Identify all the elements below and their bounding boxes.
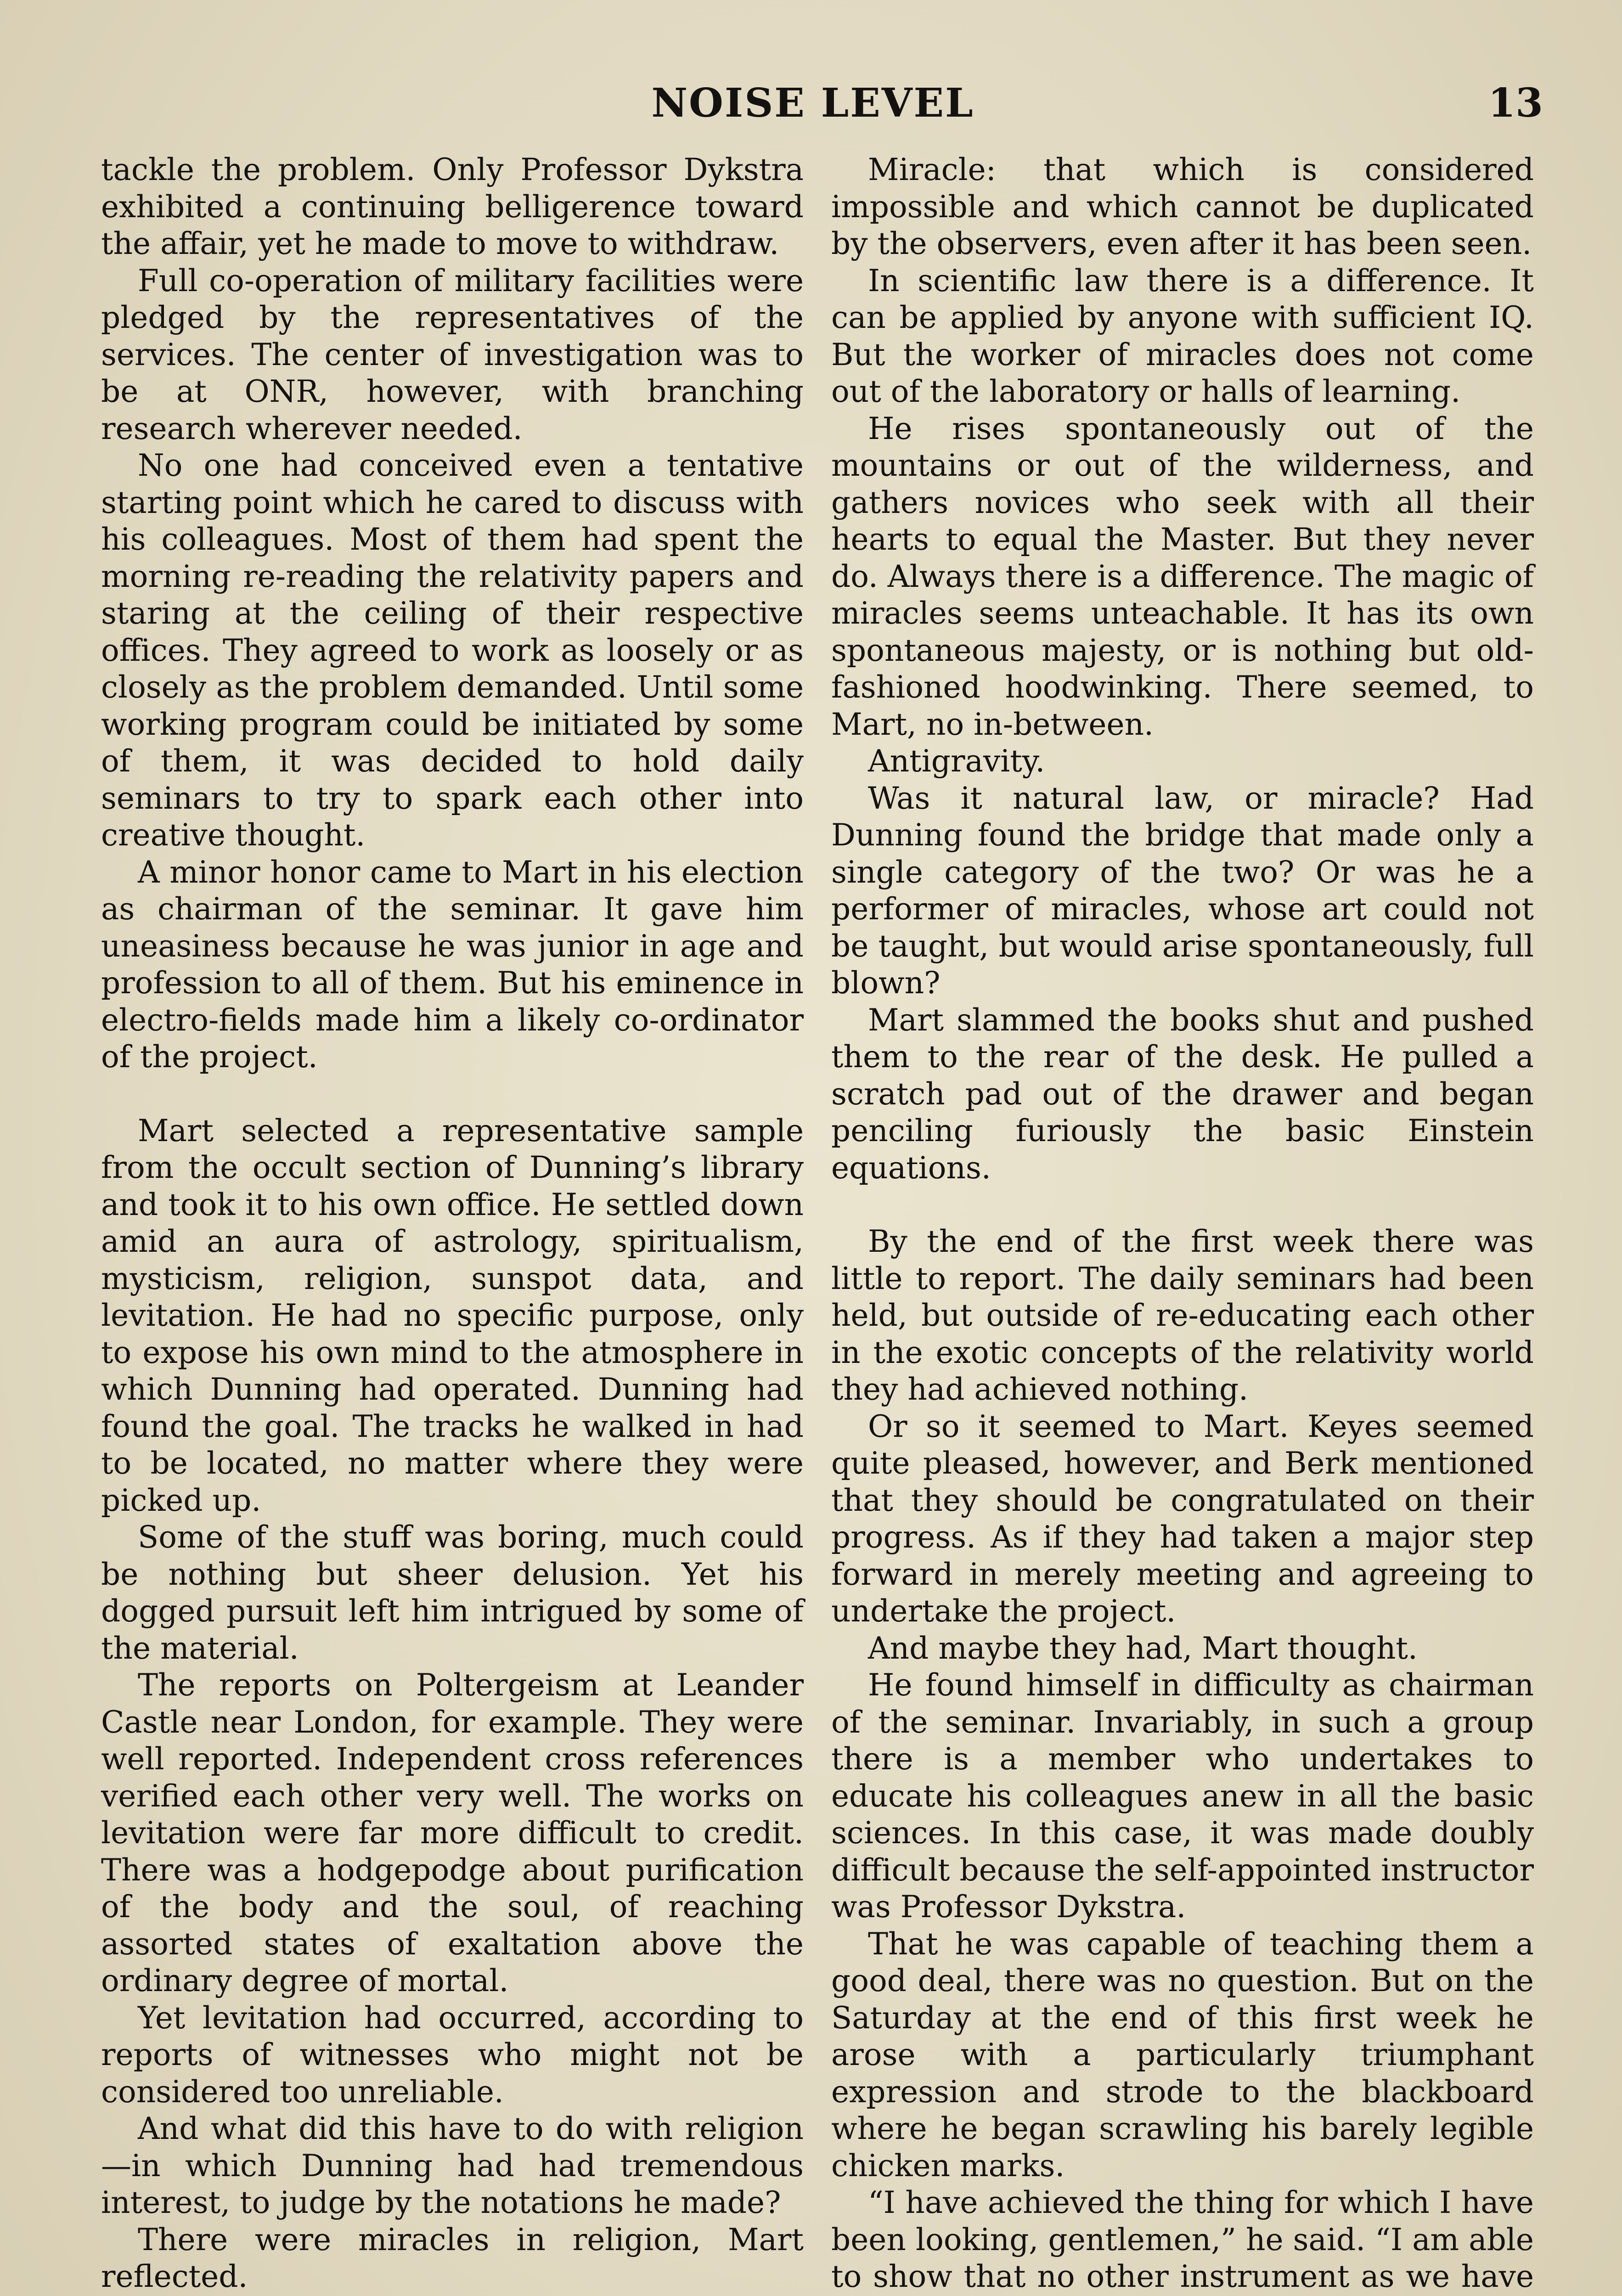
- running-title: NOISE LEVEL: [651, 80, 974, 126]
- paragraph: Or so it seemed to Mart. Keyes seemed quite pleased, however, and Berk mentioned that they should be congratulated on their progress. As if they had taken a major step forward in merely meeting and agreeing to undertake the project.: [831, 1408, 1534, 1629]
- paragraph: And what did this have to do with religion —in which Dunning had had tremendous interest, to judge by the notations he made?: [101, 2111, 804, 2220]
- paragraph: Was it natural law, or miracle? Had Dunning found the bridge that made only a single category of the two? Or was he a performer of miracles, whose art could not be taught, but would arise spontaneously, full blown?: [831, 780, 1534, 1001]
- paragraph: No one had conceived even a tentative starting point which he cared to discuss with his colleagues. Most of them had spent the morning re-reading the relativity papers and staring at the ceiling of their respective offices. They agreed to work as loosely or as closely as the problem demanded. Until some working program could be initiated by some of them, it was decided to hold daily seminars to try to spark each other into creative thought.: [101, 448, 804, 853]
- paragraph: He found himself in difficulty as chairman of the seminar. Invariably, in such a group there is a member who undertakes to educate his colleagues anew in all the basic sciences. In this case, it was made doubly difficult because the self-appointed instructor was Professor Dykstra.: [831, 1667, 1534, 1925]
- paragraph: Full co-operation of military facilities were pledged by the representatives of the services. The center of investigation was to be at ONR, however, with branching research wherever needed.: [101, 263, 804, 446]
- page-number: 13: [1488, 80, 1543, 126]
- paragraph: That he was capable of teaching them a good deal, there was no question. But on the Saturday at the end of this first week he arose with a particularly triumphant expression and strode to the blackboard where he began scrawling his barely legible chicken marks.: [831, 1926, 1534, 2183]
- paragraph: Mart slammed the books shut and pushed them to the rear of the desk. He pulled a scratch pad out of the drawer and began penciling furiously the basic Einstein equations.: [831, 1002, 1534, 1186]
- page-header: [0, 73, 1622, 133]
- paragraph: Mart selected a representative sample from the occult section of Dunning’s library and took it to his own office. He settled down amid an aura of astrology, spiritualism, mysticism, religion, sunspot data, and levitation. He had no specific purpose, only to expose his own mind to the atmosphere in which Dunning had operated. Dunning had found the goal. The tracks he walked in had to be located, no matter where they were picked up.: [101, 1113, 804, 1518]
- paragraph: tackle the problem. Only Professor Dykstra exhibited a continuing belligerence toward the affair, yet he made to move to withdraw.: [101, 152, 804, 261]
- paragraph: By the end of the first week there was little to report. The daily seminars had been held, but outside of re-educating each other in the exotic concepts of the relativity world they had achieved nothing.: [831, 1224, 1534, 1407]
- paragraph: “I have achieved the thing for which I have been looking, gentlemen,” he said. “I am able to show that no other instrument as we have: [831, 2185, 1534, 2294]
- left-text-column: [101, 152, 804, 2296]
- paragraph: He rises spontaneously out of the mountains or out of the wilderness, and gathers novices who seek with all their hearts to equal the Master. But they never do. Always there is a difference. The magic of miracles seems unteachable. It has its own spontaneous majesty, or is nothing but old-fashioned hoodwinking. There seemed, to Mart, no in-between.: [831, 411, 1534, 742]
- paragraph: Antigravity.: [868, 743, 1045, 779]
- paragraph: A minor honor came to Mart in his election as chairman of the seminar. It gave him uneasiness because he was junior in age and profession to all of them. But his eminence in electro-fields made him a likely co-ordinator of the project.: [101, 854, 804, 1075]
- paragraph: The reports on Poltergeism at Leander Castle near London, for example. They were well reported. Independent cross references verified each other very well. The works on levitation were far more difficult to credit. There was a hodgepodge about purification of the body and the soul, of reaching assorted states of exaltation above the ordinary degree of mortal.: [101, 1667, 804, 1998]
- right-text-column: [831, 152, 1534, 2296]
- paragraph: Miracle: that which is considered impossible and which cannot be duplicated by the observers, even after it has been seen.: [831, 152, 1534, 261]
- paragraph: There were miracles in religion, Mart reflected.: [101, 2222, 804, 2294]
- paragraph: Some of the stuff was boring, much could be nothing but sheer delusion. Yet his dogged pursuit left him intrigued by some of the material.: [101, 1519, 804, 1666]
- paragraph: In scientific law there is a difference. It can be applied by anyone with sufficient IQ. But the worker of miracles does not come out of the laboratory or halls of learning.: [831, 263, 1534, 409]
- paragraph: And maybe they had, Mart thought.: [868, 1630, 1418, 1666]
- paragraph: Yet levitation had occurred, according to reports of witnesses who might not be considered too unreliable.: [101, 2000, 804, 2110]
